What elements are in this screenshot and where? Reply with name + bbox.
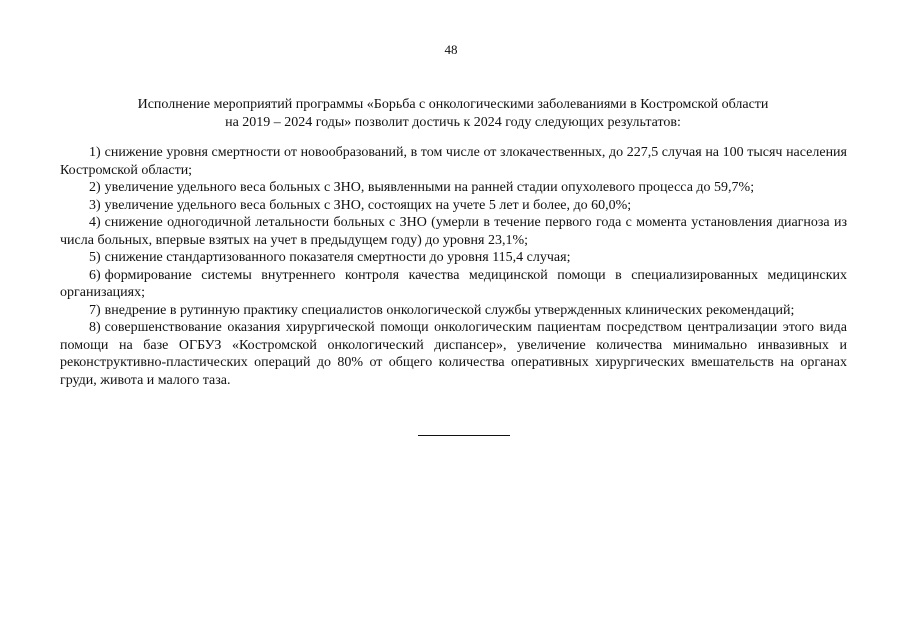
result-number: 8) [89,320,101,335]
intro-line-1: Исполнение мероприятий программы «Борьба с онкологическими заболеваниями в Костромской области [137,97,769,112]
result-item-3 [60,197,847,215]
result-item-2 [60,179,847,197]
result-item-1 [60,144,847,179]
intro-paragraph [60,96,846,132]
result-item-7 [60,302,847,320]
result-text: снижение стандартизованного показателя смертности до уровня 115,4 случая; [104,250,571,265]
end-separator-line [418,435,510,436]
result-text: внедрение в рутинную практику специалистов онкологической службы утвержденных клинических рекомендаций; [104,302,795,318]
result-text: формирование системы внутреннего контроля качества медицинской помощи в специализированных медицинских организациях; [60,267,847,300]
result-text: увеличение удельного веса больных с ЗНО, состоящих на учете 5 лет и более, до 60,0%; [104,197,632,213]
intro-line-2: на 2019 – 2024 годы» позволит достичь к 2024 году следующих результатов: [225,115,681,130]
result-text: совершенствование оказания хирургической помощи онкологическим пациентам посредством централизации этого вида помощи на базе ОГБУЗ «Костромской онкологический диспансер», увеличение количества минимально инвазивных и реконструктивно-пластических операций до 80% от общего количества оперативных хирургических вмешательств на органах груди, живота и малого таза. [60,320,847,388]
result-number: 4) [89,215,101,230]
page-number: 48 [444,42,458,57]
result-number: 2) [89,180,101,195]
result-number: 7) [89,302,101,318]
result-text: снижение уровня смертности от новообразований, в том числе от злокачественных, до 227,5 случая на 100 тысяч населения Костромской области; [60,145,847,178]
result-item-4 [60,214,847,249]
result-number: 6) [89,267,101,283]
results-list [60,144,847,389]
result-number: 3) [89,197,101,213]
result-number: 5) [89,250,101,265]
result-item-5 [60,249,847,267]
result-item-6 [60,267,847,302]
result-text: снижение одногодичной летальности больных с ЗНО (умерли в течение первого года с момента установления диагноза из числа больных, впервые взятых на учет в предыдущем году) до уровня 23,1%; [60,215,847,248]
result-text: увеличение удельного веса больных с ЗНО, выявленными на ранней стадии опухолевого процесса до 59,7%; [104,180,755,195]
result-number: 1) [89,145,101,160]
result-item-8 [60,319,847,389]
